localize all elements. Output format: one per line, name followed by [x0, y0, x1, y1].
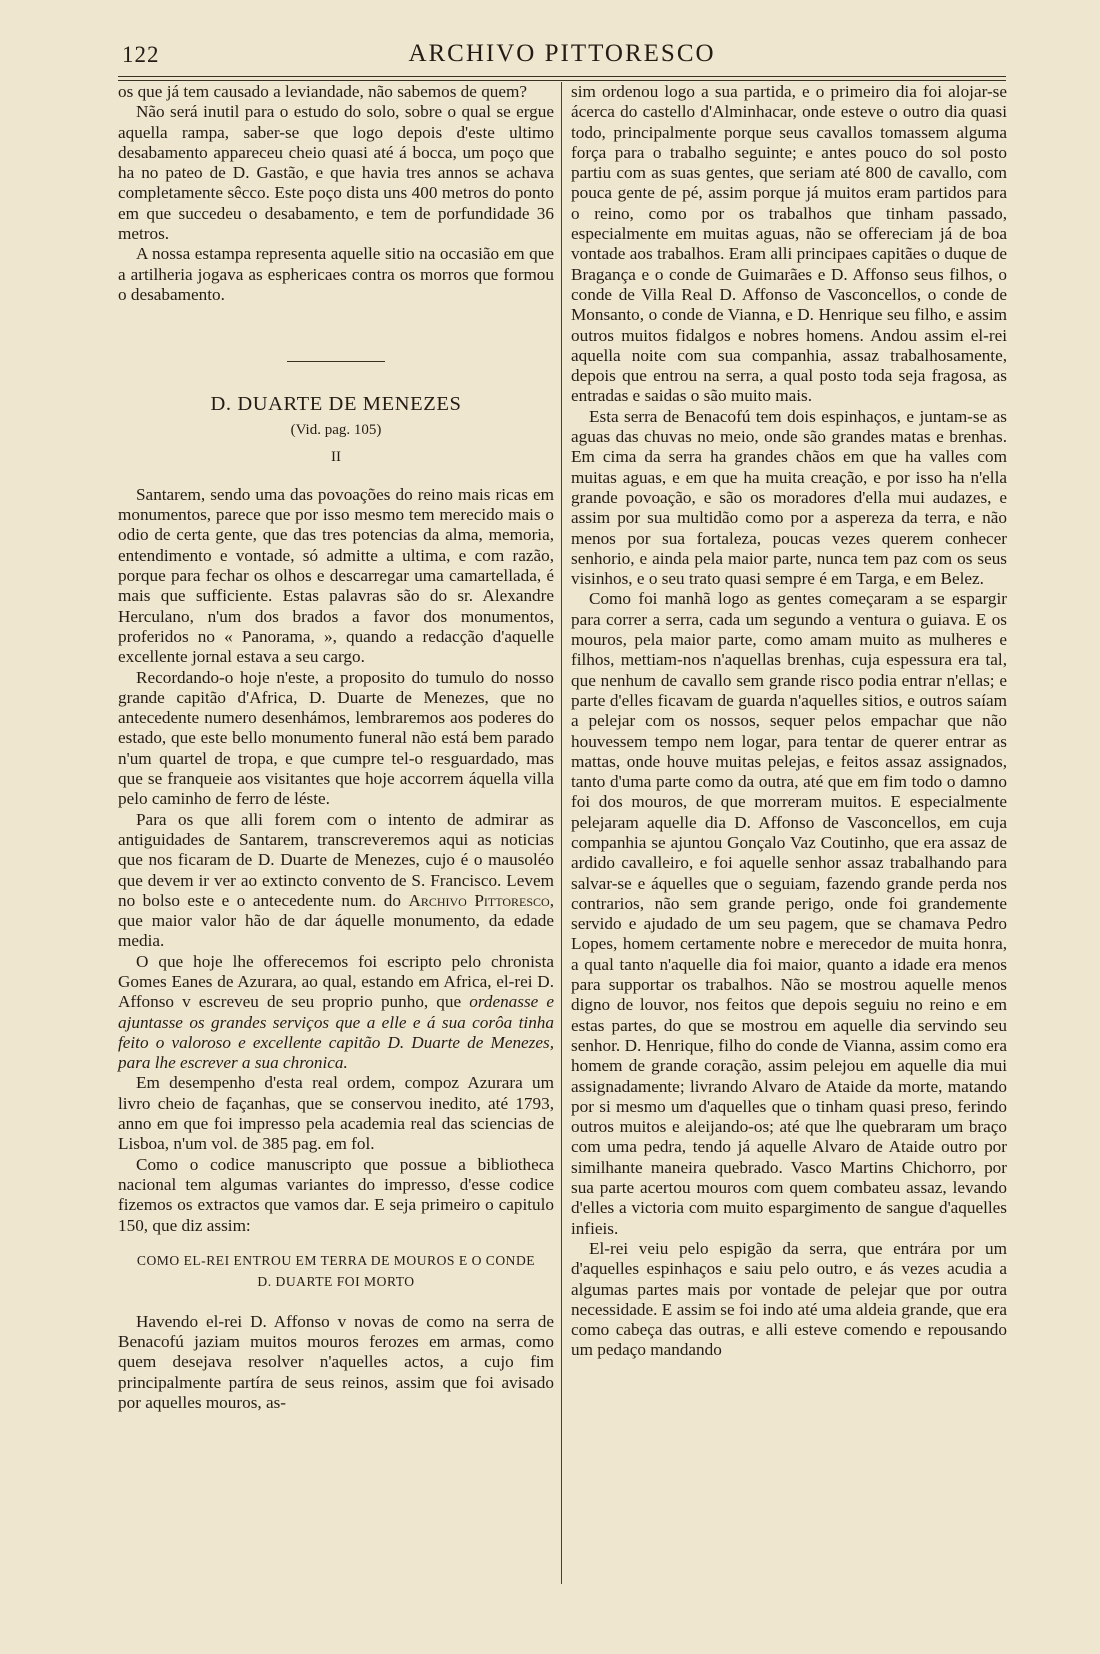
paragraph: Santarem, sendo uma das povoações do reino mais ricas em monumentos, parece que por isso mesmo tem merecido mais o odio de certa gente, que das tres potencias da alma, memoria, entendimento e vontade, só admitte a ultima, e com razão, porque para fechar os olhos e descarregar uma camartellada, é mais que sufficiente. Estas palavras são do sr. Alexandre Herculano, n'um dos brados a favor dos monumentos, proferidos no « Panorama, », quando a redacção d'aquelle excellente jornal estava a seu cargo. [118, 484, 554, 667]
paragraph: Esta serra de Benacofú tem dois espinhaços, e juntam-se as aguas das chuvas no meio, onde são grandes matas e brenhas. Em cima da serra ha grandes chãos em que ha valles com muitas aguas, e em que ha muita creação, e por isso ha n'ella grande povoação, e são os moradores d'ella mui audazes, e assim por sua multidão como por a aspereza da terra, e não menos por sua fortaleza, poucas vezes querem conhecer senhorio, e ainda pela maior parte, nunca tem paz com os seus visinhos, e o seu trato quasi sempre é em Targa, e em Belez. [571, 406, 1007, 589]
paragraph: Recordando-o hoje n'este, a proposito do tumulo do nosso grande capitão d'Africa, D. Duarte de Menezes, que no antecedente numero desenhámos, lembraremos aos poderes do estado, que este bello monumento funeral não está bem parado n'um quartel de tropa, e que cumpre tel-o resguardado, mas que se franqueie aos visitantes que hoje accorrem áquella villa pelo caminho de ferro de léste. [118, 667, 554, 809]
paragraph: Não será inutil para o estudo do solo, sobre o qual se ergue aquella rampa, saber-se que logo depois d'este ultimo desabamento appareceu cheio quasi até á bocca, um poço que ha no pateo de D. Gastão, e que havia tres annos se achava completamente sêcco. Este poço dista uns 400 metros do ponto em que succedeu o desabamento, e tem de porfundidade 36 metros. [118, 102, 554, 244]
article-reference: (Vid. pag. 105) [290, 422, 382, 439]
paragraph: Havendo el-rei D. Affonso v novas de como na serra de Benacofú jaziam muitos mouros ferozes em armas, como quem desejava resolver n'aquelles actos, a cujo fim principalmente partíra de seus reinos, assim que foi avisado por aquelles mouros, as- [118, 1311, 554, 1413]
paragraph: El-rei veiu pelo espigão da serra, que entrára por um d'aquelles espinhaços e saiu pelo outro, e ás vezes acudia a algumas partes mais por vontade de pelejar que por outra necessidade. E assim se foi indo até uma aldeia grande, que era como cabeça das outras, e alli esteve comendo e repousando um pedaço mandando [571, 1238, 1007, 1360]
paragraph: A nossa estampa representa aquelle sitio na occasião em que a artilheria jogava as esphericaes contra os morros que formou o desabamento. [118, 244, 554, 304]
left-column [118, 82, 554, 1413]
chapter-heading-line: COMO EL-REI ENTROU EM TERRA DE MOUROS E O CONDE [136, 1252, 536, 1268]
paragraph: sim ordenou logo a sua partida, e o primeiro dia foi alojar-se ácerca do castello d'Alminhacar, onde esteve o outro dia quasi todo, principalmente porque seus cavallos tomassem alguma força para o trabalho seguinte; e antes pouco do sol posto partiu com as suas gentes, que seriam até 800 de cavallo, com pouca gente de pé, assim porque já muitos eram partidos para o reino, como por os trabalhos que tinham passado, especialmente em muitas aguas, não se offereciam já de boa vontade aos trabalhos. Eram alli principaes capitães o duque de Bragança e o conde de Guimarães e D. Affonso seus filhos, o conde de Villa Real D. Affonso de Vasconcellos, o conde de Monsanto, o conde de Vianna, e D. Henrique seu filho, e assim outros muitos fidalgos e nobres homens. Andou assim el-rei aquella noite com sua companhia, assaz trabalhosamente, depois que entrou na serra, a qual posto toda seja fragosa, as entradas e saidas o são muito mais. [571, 82, 1007, 406]
page-number: 122 [122, 42, 160, 67]
article-part-number: II [331, 448, 341, 465]
quoted-order: ordenasse e ajuntasse os grandes serviços que a elle e á sua corôa tinha feito o valoroso e excellente capitão D. Duarte de Menezes, para lhe escrever a sua chronica. [118, 992, 554, 1073]
running-title: ARCHIVO PITTORESCO [408, 40, 716, 67]
journal-name: Archivo Pittoresco [408, 890, 550, 910]
paragraph-text: , que maior valor hão de dar áquelle monumento, da edade media. [118, 890, 554, 951]
paragraph: os que já tem causado a leviandade, não sabemos de quem? [118, 82, 528, 101]
paragraph: Em desempenho d'esta real ordem, compoz Azurara um livro cheio de façanhas, que se conservou inedito, até 1793, anno em que foi impresso pela academia real das sciencias de Lisboa, n'um vol. de 385 pag. em fol. [118, 1073, 554, 1154]
article-title: D. DUARTE DE MENEZES [210, 393, 462, 416]
header-rule [118, 76, 1006, 81]
paragraph-text: O que hoje lhe offerecemos foi escripto pelo chronista Gomes Eanes de Azurara, ao qual, estando em Africa, el-rei D. Affonso v escreveu de seu proprio punho, que [118, 951, 554, 1012]
section-rule [287, 361, 385, 362]
right-column [571, 82, 1007, 1361]
chapter-heading [118, 1250, 554, 1292]
paragraph [118, 810, 554, 952]
paragraph: Como o codice manuscripto que possue a bibliotheca nacional tem algumas variantes do impresso, d'esse codice fizemos os extractos que vamos dar. E seja primeiro o capitulo 150, que diz assim: [118, 1154, 554, 1235]
column-divider [561, 82, 562, 1584]
chapter-heading-line: D. DUARTE FOI MORTO [257, 1273, 415, 1289]
paragraph-text: Para os que alli forem com o intento de admirar as antiguidades de Santarem, transcreveremos aqui as noticias que nos ficaram de D. Duarte de Menezes, cujo é o mausoléo que devem ir ver ao extincto convento de S. Francisco. Levem no bolso este e o antecedente num. do [118, 809, 554, 910]
paragraph: Como foi manhã logo as gentes começaram a se espargir para correr a serra, cada um segundo a ventura o guiava. E os mouros, pela maior parte, como amam muito as mulheres e filhos, mettiam-nos n'aquellas brenhas, cuja espessura era tal, que nenhum de cavallo sem grande risco podia entrar n'ellas; e parte d'elles ficavam de guarda n'aquelles sitios, e outros saíam a pelejar com os nossos, sequer pelos empachar que não houvessem tempo nem logar, para tentar de querer entrar as mattas, onde houve muitas pelejas, e feitos assaz assignados, tanto d'uma parte como da outra, até que em fim todo o damno foi dos mouros, de que morreram muitos. E especialmente pelejaram aquelle dia D. Affonso de Vasconcellos, em cuja companhia se ajuntou Gonçalo Vaz Coutinho, que era assaz de ardido cavalleiro, e foi aquelle senhor assaz trabalhando para salvar-se e áquelles que o seguiam, fazendo grande perda nos contrarios, não sem grande perigo, onde foi grandemente servido e ajudado de um seu pagem, que se chamava Pedro Lopes, homem certamente nobre e merecedor de muita honra, a qual tanto n'aquelle dia foi maior, quanto a idade era menos para supportar os trabalhos. Não se mostrou aquelle menos digno de louvor, nos feitos que depois seguiu no reino e em estas partes, do que se mostrou em aquelle dia servindo seu senhor. D. Henrique, filho do conde de Vianna, assim como era homem de grande coração, assim pelejou em aquelle dia mui assignadamente; livrando Alvaro de Ataide da morte, matando por si mesmo um d'aquelles que o tinham quasi preso, ferindo outros muitos e aleijando-os; até que lhe quebraram um braço com uma pedra, tendo já aquelle Alvaro de Ataide outro por similhante maneira quebrado. Vasco Martins Chichorro, por sua parte acertou mouros com quem combateu assaz, levando d'elles a victoria com muito espargimento de sangue d'aquelles infieis. [571, 589, 1007, 1238]
paragraph [118, 952, 554, 1074]
page-header [118, 38, 1006, 72]
